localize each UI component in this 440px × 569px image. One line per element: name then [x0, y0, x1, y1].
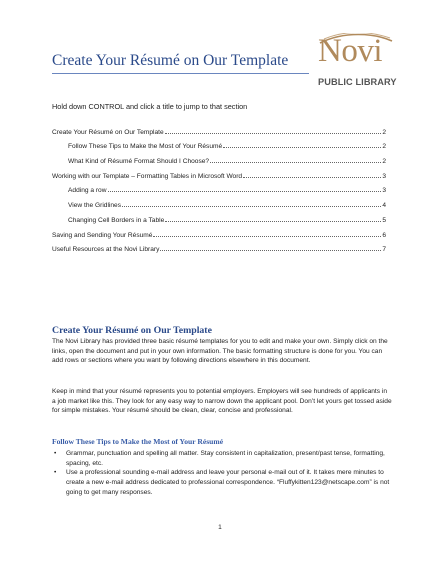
toc-link-label: Useful Resources at the Novi Library [52, 246, 160, 254]
title-rule [52, 73, 309, 74]
toc-leader-dots [223, 146, 381, 148]
toc-link-label: Follow These Tips to Make the Most of Your Résumé [68, 143, 223, 151]
page-number: 1 [218, 524, 222, 531]
toc-link-label: Adding a row [68, 187, 107, 195]
toc-link-label: Changing Cell Borders in a Table [68, 216, 165, 224]
toc-page-number: 2 [382, 158, 386, 166]
toc-link-label: Saving and Sending Your Résumé [52, 231, 153, 239]
list-item-text: Use a professional sounding e-mail address and leave your personal e-mail out of it. It takes mere minutes to create a new e-mail address dedicated to professional correspondence. “Fluffykitten123@netscape.com” is not going to get many responses. [66, 469, 390, 496]
toc-link[interactable] [52, 194, 386, 209]
toc-link-label: View the Gridlines [68, 202, 122, 210]
toc-leader-dots [153, 235, 381, 237]
toc-link-label: What Kind of Résumé Format Should I Choose? [68, 158, 210, 166]
body-paragraph: Keep in mind that your résumé represents you to potential employers. Employers will see hundreds of applicants in a job market like this. They look for any easy way to narrow down the applicant pool. Don’t let yours get tossed aside for simple mistakes. Your résumé should be clean, clear, concise and professional. [52, 388, 392, 415]
list-item [52, 468, 392, 497]
toc-page-number: 2 [382, 128, 386, 136]
toc-page-number: 7 [382, 246, 386, 254]
table-of-contents [52, 121, 386, 253]
toc-link-label: Create Your Résumé on Our Template [52, 128, 164, 136]
toc-leader-dots [210, 161, 381, 163]
toc-page-number: 5 [382, 216, 386, 224]
toc-page-number: 4 [382, 202, 386, 210]
toc-leader-dots [122, 205, 381, 207]
toc-link[interactable] [52, 165, 386, 180]
toc-leader-dots [243, 176, 381, 178]
toc-link[interactable] [52, 224, 386, 239]
list-item [52, 449, 392, 468]
toc-page-number: 2 [382, 143, 386, 151]
toc-instruction: Hold down CONTROL and click a title to jump to that section [52, 102, 248, 111]
toc-leader-dots [165, 132, 382, 134]
toc-page-number: 3 [382, 187, 386, 195]
tips-list [52, 449, 392, 498]
toc-link-label: Working with our Template – Formatting Tables in Microsoft Word [52, 172, 243, 180]
toc-page-number: 6 [382, 231, 386, 239]
toc-leader-dots [108, 190, 382, 192]
list-item-text: Grammar, punctuation and spelling all matter. Stay consistent in capitalization, present/past tense, formatting, spacing, etc. [66, 450, 385, 467]
logo-subtitle: PUBLIC LIBRARY [318, 77, 397, 87]
subsection-heading: Follow These Tips to Make the Most of Your Résumé [52, 437, 224, 446]
toc-link[interactable] [52, 150, 386, 165]
bullet-icon: • [54, 450, 57, 457]
toc-page-number: 3 [382, 172, 386, 180]
toc-link[interactable] [52, 209, 386, 224]
toc-link[interactable] [52, 180, 386, 195]
toc-link[interactable] [52, 121, 386, 136]
toc-link[interactable] [52, 136, 386, 151]
section-heading: Create Your Résumé on Our Template [52, 325, 212, 336]
toc-leader-dots [165, 220, 381, 222]
novi-library-logo [314, 33, 397, 91]
document-title: Create Your Résumé on Our Template [52, 52, 289, 69]
bullet-icon: • [54, 469, 57, 477]
logo-wordmark: Novi [318, 33, 382, 69]
toc-link[interactable] [52, 239, 386, 254]
body-paragraph: The Novi Library has provided three basic résumé templates for you to edit and make your own. Simply click on the links, open the document and put in your own information. The basic formatting structure is done for you. You can add rows or sections where you want by following directions elsewhere in this document. [52, 338, 388, 365]
toc-leader-dots [160, 249, 381, 251]
